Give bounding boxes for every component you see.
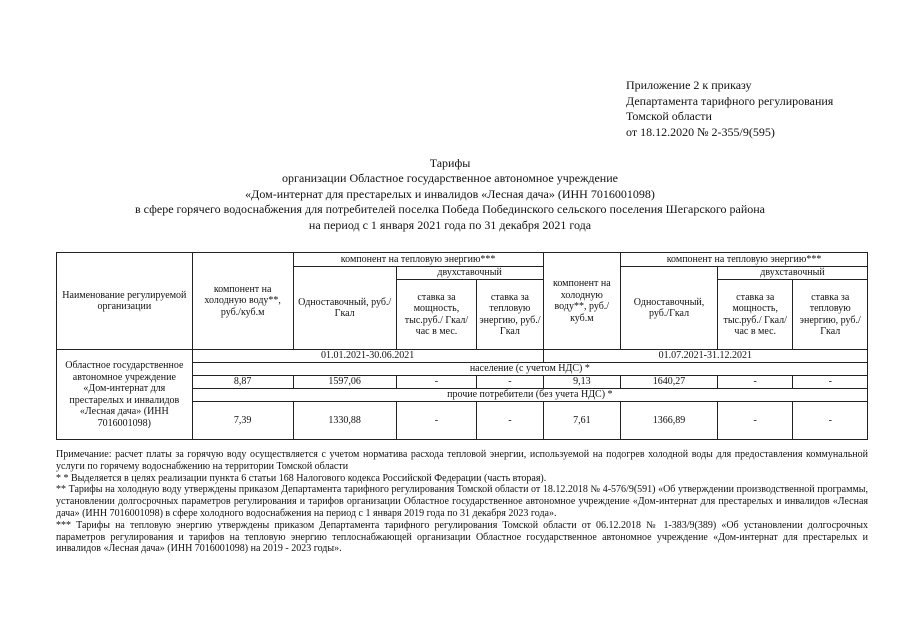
cell: 8,87 [192, 376, 293, 389]
note-cold-water: ** Тарифы на холодную воду утверждены приказом Департамента тарифного регулирования Томской области от 18.12.2018 № 4-576/9(591) «Об утверждении производственной программы, установлении долгосрочных параметров регулирования и тарифов организации Областное государственное автономное учреждение «Дом-интернат для престарелых и инвалидов «Лесная дача» (ИНН 7016001098) в сфере холодного водоснабжения на период с 1 января 2019 года по 31 декабря 2023 года». [56, 484, 868, 519]
cell: - [396, 402, 477, 440]
group-population: население (с учетом НДС) * [192, 363, 867, 376]
notes-section [56, 449, 868, 555]
header-two-rate-1: двухставочный [396, 267, 543, 280]
header-heat-component-2: компонент на тепловую энергию*** [621, 253, 868, 267]
header-single-rate-1: Одноставочный, руб./Гкал [293, 267, 396, 350]
title-line: «Дом-интернат для престарелых и инвалидов «Лесная дача» (ИНН 7016001098) [245, 186, 655, 201]
cell: 7,61 [543, 402, 621, 440]
header-capacity-rate-1: ставка за мощность, тыс.руб./ Гкал/час в мес. [396, 280, 477, 350]
header-heat-component-1: компонент на тепловую энергию*** [293, 253, 543, 267]
header-two-rate-2: двухставочный [717, 267, 867, 280]
group-other-consumers: прочие потребители (без учета НДС) * [192, 389, 867, 402]
cell: 1366,89 [621, 402, 718, 440]
title-line: организации Областное государственное автономное учреждение [282, 171, 618, 186]
title-line: в сфере горячего водоснабжения для потребителей поселка Победа Побединского сельского поселения Шегарского района [134, 202, 766, 217]
cell: - [793, 376, 868, 389]
period-1: 01.01.2021-30.06.2021 [192, 350, 543, 363]
cell: - [477, 402, 543, 440]
header-single-rate-2: Одноставочный, руб./Гкал [621, 267, 718, 350]
appendix-line: от 18.12.2020 № 2-355/9(595) [626, 124, 775, 139]
header-energy-rate-1: ставка за тепловую энергию, руб./Гкал [477, 280, 543, 350]
cell: 1640,27 [621, 376, 718, 389]
cell: - [717, 402, 792, 440]
cell: - [396, 376, 477, 389]
document-title [40, 156, 860, 233]
header-capacity-rate-2: ставка за мощность, тыс.руб./ Гкал/час в мес. [717, 280, 792, 350]
cell: - [793, 402, 868, 440]
header-org-name: Наименование регулируемой организации [57, 253, 193, 350]
cell: - [717, 376, 792, 389]
appendix-line: Приложение 2 к приказу [626, 78, 752, 92]
cell: 1330,88 [293, 402, 396, 440]
cell: - [477, 376, 543, 389]
appendix-line: Томской области [626, 109, 712, 123]
note-main: Примечание: расчет платы за горячую воду осуществляется с учетом норматива расхода тепловой энергии, используемой на подогрев холодной воды для предоставления коммунальной услуги по горячему водоснабжению на территории Томской области [56, 449, 868, 472]
cell: 1597,06 [293, 376, 396, 389]
header-energy-rate-2: ставка за тепловую энергию, руб./Гкал [793, 280, 868, 350]
note-heat-energy: *** Тарифы на тепловую энергию утверждены приказом Департамента тарифного регулирования Томской области от 06.12.2018 № 1-383/9(389) «Об установлении долгосрочных параметров регулирования и тарифов на тепловую энергию теплоснабжающей организации Областное государственное автономное учреждение «Дом-интернат для престарелых и инвалидов «Лесная дача» (ИНН 7016001098) на 2019 - 2023 годы». [56, 519, 868, 555]
tariff-table [56, 252, 868, 440]
header-cold-water-2: компонент на холодную воду**, руб./куб.м [543, 253, 621, 350]
cell: 9,13 [543, 376, 621, 389]
appendix-line: Департамента тарифного регулирования [626, 93, 834, 108]
cell: 7,39 [192, 402, 293, 440]
title-line: на период с 1 января 2021 года по 31 декабря 2021 года [308, 217, 592, 232]
header-cold-water-1: компонент на холодную воду**, руб./куб.м [192, 253, 293, 350]
period-2: 01.07.2021-31.12.2021 [543, 350, 867, 363]
org-cell: Областное государственное автономное учреждение «Дом-интернат для престарелых и инвалидов «Лесная дача» (ИНН 7016001098) [57, 350, 193, 440]
note-vat: * * Выделяется в целях реализации пункта 6 статьи 168 Налогового кодекса Российской Федерации (часть вторая). [56, 472, 547, 484]
title-line: Тарифы [429, 156, 471, 170]
appendix-header [626, 78, 833, 140]
